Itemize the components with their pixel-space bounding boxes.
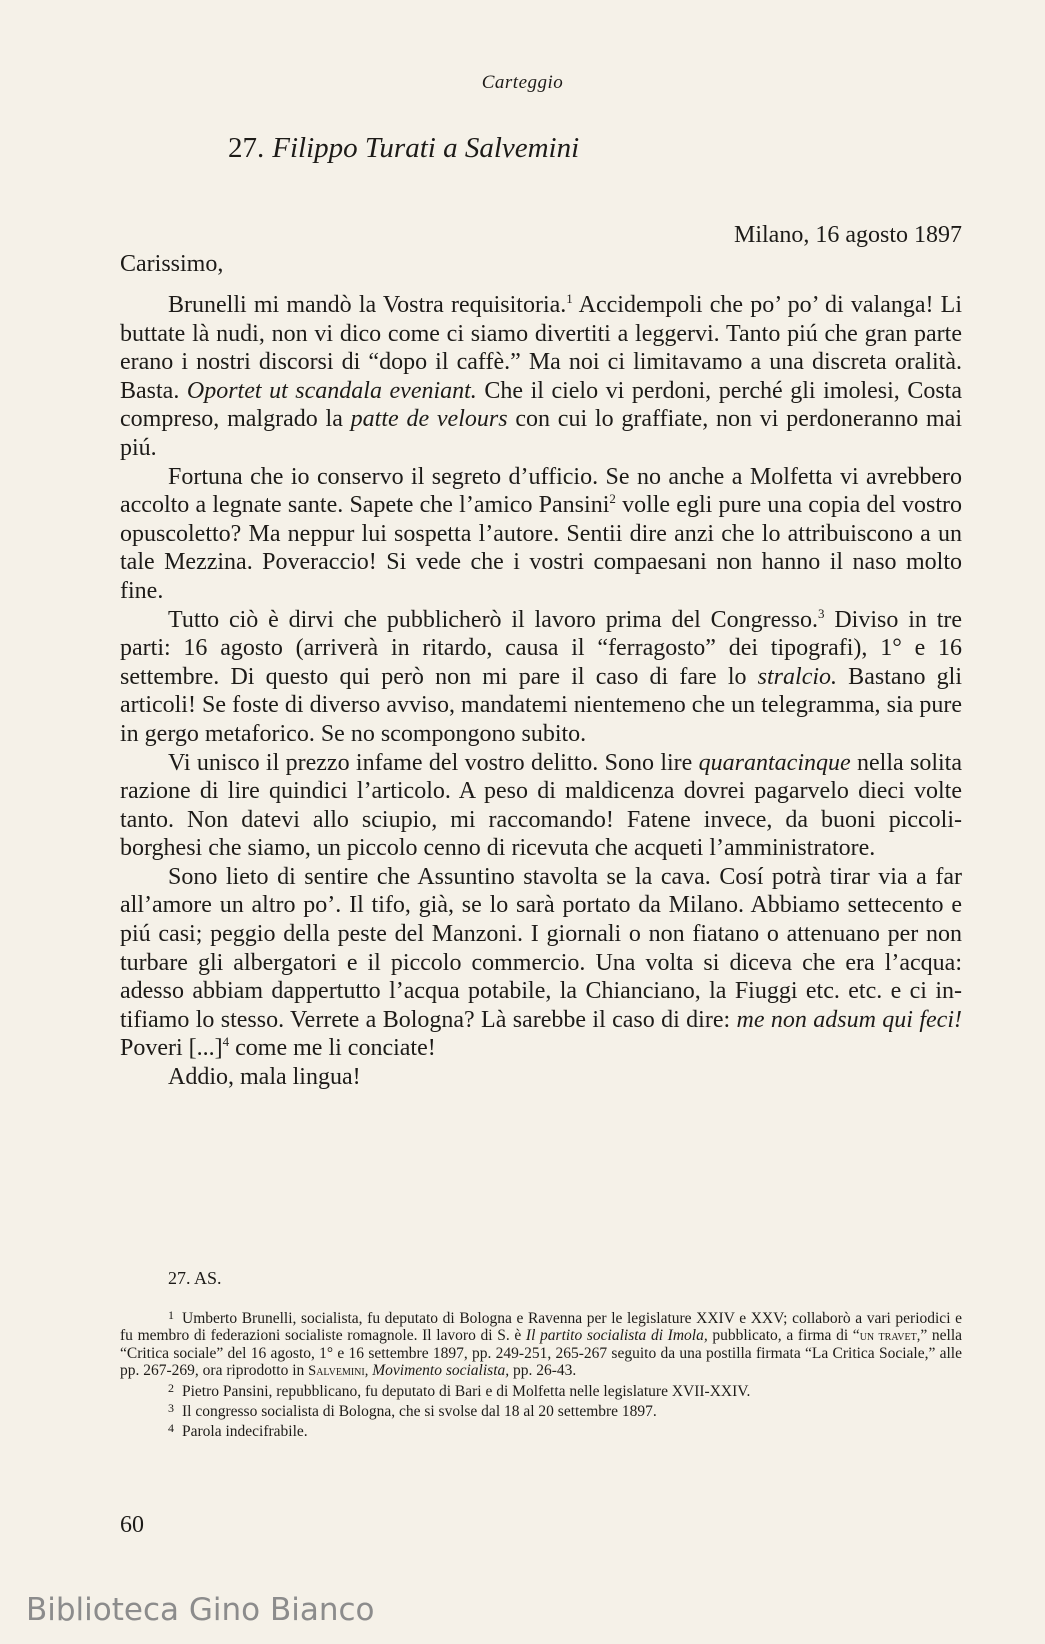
- footnote-ref-1: 1: [566, 291, 573, 306]
- paragraph-4: Vi unisco il prezzo infame del vostro delitto. Sono lire quarantacinque nella solita razione di lire quindici l’articolo. A peso di maldicenza dovrei pagarvelo dieci volte tanto. Non datevi allo sciupio, mi raccomando! Fatene invece, da buoni piccoli-borghesi che siamo, un piccolo cenno di ricevuta che acqueti l’amministratore.: [120, 749, 963, 862]
- footnote-ref-4: 4: [222, 1034, 230, 1050]
- salutation: Carissimo,: [120, 251, 224, 277]
- running-head: Carteggio: [481, 72, 564, 93]
- paragraph-5: Sono lieto di sentire che Assuntino stavolta se la cava. Cosí potrà tirar via a far all’amore un altro po’. Il tifo, già, se lo sarà portato da Milano. Abbiamo settecento e piú casi; peggio della peste del Manzoni. I giornali o non fiatano o attenuano per non turbare gli albergatori e il piccolo commercio. Una volta si diceva che era l’acqua: adesso abbiam dappertutto l’acqua potabile, la Chianciano, la Fiuggi etc. etc. e ci intifiamo lo stesso. Verrete a Bologna? Là sarebbe il caso di dire: me non adsum qui feci! Poveri [...]$^4$ come me li conciate!: [120, 863, 962, 1062]
- page-number: 60: [120, 1512, 144, 1538]
- footnote-3: $^3$ Il congresso socialista di Bologna, che si svolse dal 18 al 20 settembre 1897.: [168, 1401, 657, 1420]
- letter-title: [228, 132, 579, 165]
- footnote-1: $^1$ Umberto Brunelli, socialista, fu deputato di Bologna e Ravenna per le legislature XXIV e XXV; collaborò a vari periodici e fu membro di federazioni socialiste romagnole. Il lavoro di S. è Il partito socialista di Imola, pubblicato, a firma di “un travet,” nella “Critica sociale” del 16 agosto, 1° e 16 settembre 1897, pp. 249-251, 265-267 seguito da una postilla firmata “La Critica Sociale,” alle pp. 267-269, ora riprodotto in Salvemini, Movimento socialista, pp. 26-43.: [120, 1308, 963, 1379]
- footnotes: [120, 1270, 962, 1440]
- footnote-4: $^4$ Parola indecifrabile.: [168, 1421, 308, 1440]
- library-watermark: Biblioteca Gino Bianco: [26, 1592, 375, 1628]
- footnote-ref-2: 2: [609, 491, 616, 507]
- closing: Addio, mala lingua!: [168, 1064, 361, 1091]
- letter-body: [120, 291, 962, 1092]
- paragraph-2: Fortuna che io conservo il segreto d’ufficio. Se no anche a Molfetta vi avrebbero accolto a legnate sante. Sapete che l’amico Pansini$^2$ volle egli pure una copia del vostro opuscoletto? Ma neppur lui sospetta l’autore. Sentii dire anzi che lo attribuiscono a un tale Mezzina. Poveraccio! Si vede che i vostri compaesani non hanno il naso molto fine.: [120, 463, 962, 604]
- letter-date: Milano, 16 agosto 1897: [734, 222, 962, 248]
- paragraph-3: Tutto ciò è dirvi che pubblicherò il lavoro prima del Congresso.$^3$ Diviso in tre parti: 16 agosto (arriverà in ritardo, causa il “ferragosto” dei tipografi), 1° e 16 settembre. Di questo qui però non mi pare il caso di fare lo stralcio. Bastano gli articoli! Se foste di diverso avviso, mandatemi nientemeno che un telegramma, sia pure in gergo metaforico. Se no scompongono subito.: [120, 605, 963, 747]
- source-note: 27. AS.: [168, 1268, 222, 1288]
- footnote-ref-3: 3: [818, 605, 825, 621]
- letter-number: 27.: [228, 132, 265, 164]
- paragraph-1: Brunelli mi mandò la Vostra requisitoria.$^1$ Accidempoli che po’ po’ di valanga! Li buttate là nudi, non vi dico come ci siamo divertiti a leggervi. Tanto piú che gran parte erano i nostri discorsi di “dopo il caffè.” Ma noi ci limitavamo a una discreta oralità. Basta. Oportet ut scandala eveniant. Che il cielo vi perdoni, perché gli imolesi, Costa compreso, malgrado la patte de velours con cui lo graffiate, non vi perdoneranno mai piú.: [120, 291, 963, 461]
- footnote-2: $^2$ Pietro Pansini, repubblicano, fu deputato di Bari e di Molfetta nelle legislature XVII-XXIV.: [168, 1381, 751, 1400]
- letter-heading: Filippo Turati a Salvemini: [272, 132, 580, 164]
